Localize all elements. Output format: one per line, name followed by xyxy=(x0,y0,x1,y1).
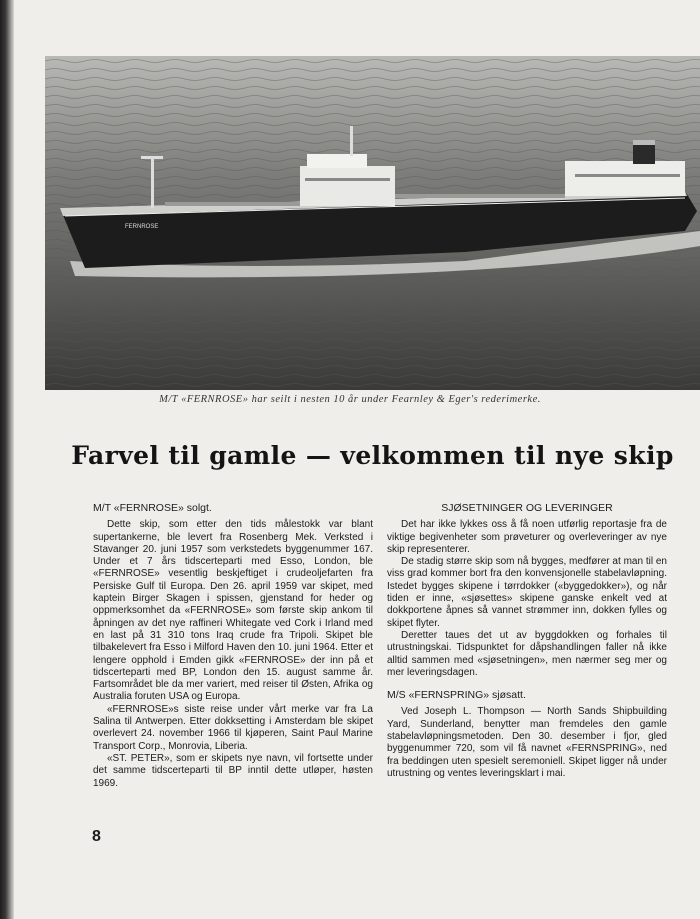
section-heading-fernrose: M/T «FERNROSE» solgt. xyxy=(93,502,212,514)
paragraph: De stadig større skip som nå bygges, medfører at man til en viss grad kommer bort fra den konvensjonelle stabelavløpning. Istedet bygges skipene i tørrdokker («byggedokker»), og når tiden er inne, «sjøsettes» skipene ganske enkelt ved at dokkportene åpnes så vannet strømmer inn, dokken fylles og skipet flyter. xyxy=(387,556,667,629)
section-heading-sjosetninger: SJØSETNINGER OG LEVERINGER xyxy=(441,502,613,514)
page-headline: Farvel til gamle — velkommen til nye skip xyxy=(71,441,674,470)
paragraph: Ved Joseph L. Thompson — North Sands Shipbuilding Yard, Sunderland, benytter man fremdeles den gamle stabelavløpningsmetoden. Den 30. desember i fjor, gled byggenummer 720, som vil få navnet «FERNSPRING», ned fra beddingen uten spesielt seremoniell. Skipet ligger nå under utrustning og ventes leveringsklart i mai. xyxy=(387,706,667,779)
paragraph: «ST. PETER», som er skipets nye navn, vil fortsette under det samme tidscerteparti til BP inntil dette utløper, høsten 1969. xyxy=(93,752,373,789)
paragraph: «FERNROSE»s siste reise under vårt merke var fra La Salina til Antwerpen. Etter dokksetting i Amsterdam ble skipet overlevert 24. november 1966 til kjøperen, Saint Paul Marine Transport Corp., Monrovia, Liberia. xyxy=(93,703,373,752)
paragraph: Dette skip, som etter den tids målestokk var blant supertankerne, ble levert fra Rosenberg Mek. Verksted i Stavanger 20. juni 1957 som verkstedets byggenummer 167. Under et 7 års tidscerteparti med Esso, London, ble «FERNROSE» vesentlig beskjeftiget i crudeoljefarten fra Persiske Gulf til Europa. Den 26. april 1959 var skipet, med kaptein Birger Skagen i spissen, gjenstand for heder og oppmerksomhet da «FERNROSE» som første skip ankom til åpningen av det nye raffineri Whitegate ved Cork i Irland med en last på 31 310 tons Iraq crude fra Tripoli. Skipet ble tilbakelevert fra Esso i Milford Haven den 10. juni 1964. Etter et lengere opphold i Emden gikk «FERNROSE» der inn på et tidscerteparti med BP, London den 15. august samme år. Fartsområdet ble da mer variert, med reiser til Østen, Afrika og Australia foruten USA og Europa. xyxy=(93,519,373,703)
paragraph: Det har ikke lykkes oss å få noen utførlig reportasje fra de viktige begivenheter som prøveturer og overleveringer av nye skip representerer. xyxy=(387,519,667,555)
section-spacer xyxy=(387,679,667,689)
page-binding-edge xyxy=(0,0,14,919)
photo-caption: M/T «FERNROSE» har seilt i nesten 10 år under Fearnley & Eger's rederimerke. xyxy=(159,394,541,405)
hull-name-text: FERNROSE xyxy=(125,224,159,230)
page-number: 8 xyxy=(92,828,101,845)
right-column xyxy=(387,502,667,780)
left-column xyxy=(93,502,373,790)
paragraph: Deretter taues det ut av byggdokken og forhales til utrustningskai. Tidspunktet for dåpshandlingen faller nå ikke alltid sammen med «sjøsetningen», men nærmer seg mer og mer leveringsdagen. xyxy=(387,629,667,678)
tanker-photo xyxy=(45,56,700,390)
section-heading-fernspring: M/S «FERNSPRING» sjøsatt. xyxy=(387,689,526,702)
